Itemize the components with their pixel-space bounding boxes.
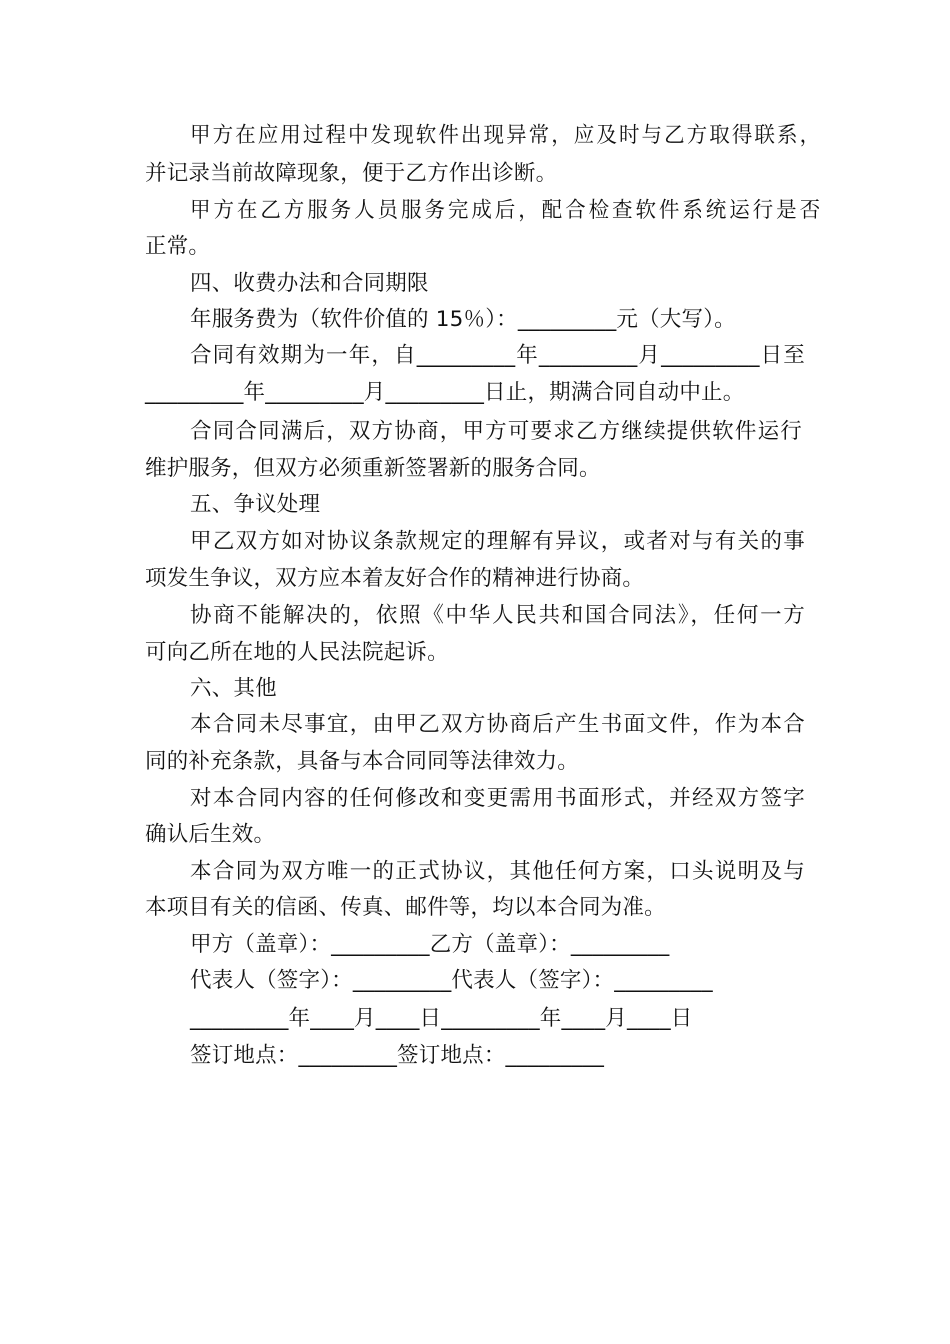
signature-line-place: 签订地点：_________签订地点：_________ bbox=[190, 1043, 605, 1068]
paragraph-line: 协商不能解决的，依照《中华人民共和国合同法》，任何一方 bbox=[190, 603, 805, 628]
paragraph-line: 年服务费为（软件价值的 15％）：_________元（大写）。 bbox=[190, 307, 736, 332]
paragraph-line: 合同合同满后，双方协商，甲方可要求乙方继续提供软件运行 bbox=[190, 419, 802, 444]
paragraph-line: 对本合同内容的任何修改和变更需用书面形式，并经双方签字 bbox=[190, 786, 805, 811]
section-heading: 四、收费办法和合同期限 bbox=[190, 271, 429, 296]
paragraph-line: 本合同为双方唯一的正式协议，其他任何方案，口头说明及与 bbox=[190, 859, 805, 884]
paragraph-line: 甲乙双方如对协议条款规定的理解有异议，或者对与有关的事 bbox=[190, 529, 805, 554]
paragraph-line: 本项目有关的信函、传真、邮件等，均以本合同为准。 bbox=[145, 895, 666, 920]
paragraph-line: 合同有效期为一年，自_________年_________月_________日至 bbox=[190, 343, 805, 368]
signature-line-representative: 代表人（签字）：_________代表人（签字）：_________ bbox=[190, 968, 713, 993]
signature-line-date: _________年____月____日_________年____月____日 bbox=[190, 1006, 693, 1031]
paragraph-line: 项发生争议，双方应本着友好合作的精神进行协商。 bbox=[145, 566, 645, 591]
paragraph-line: 可向乙所在地的人民法院起诉。 bbox=[145, 640, 449, 665]
paragraph-line: 正常。 bbox=[145, 234, 211, 259]
paragraph-line: 并记录当前故障现象，便于乙方作出诊断。 bbox=[145, 161, 558, 186]
paragraph-line: 确认后生效。 bbox=[145, 822, 276, 847]
paragraph-line: 甲方在乙方服务人员服务完成后，配合检查软件系统运行是否 bbox=[190, 198, 821, 223]
paragraph-line: 维护服务，但双方必须重新签署新的服务合同。 bbox=[145, 456, 601, 481]
paragraph-line: 同的补充条款，具备与本合同同等法律效力。 bbox=[145, 749, 580, 774]
paragraph-line: 本合同未尽事宜，由甲乙双方协商后产生书面文件，作为本合 bbox=[190, 712, 805, 737]
section-heading: 五、争议处理 bbox=[190, 492, 321, 517]
paragraph-line: _________年_________月_________日止，期满合同自动中止。 bbox=[145, 380, 745, 405]
paragraph-line: 甲方在应用过程中发现软件出现异常，应及时与乙方取得联系， bbox=[190, 123, 821, 148]
section-heading: 六、其他 bbox=[190, 676, 277, 701]
signature-line-seal: 甲方（盖章）：_________乙方（盖章）：_________ bbox=[190, 932, 670, 957]
